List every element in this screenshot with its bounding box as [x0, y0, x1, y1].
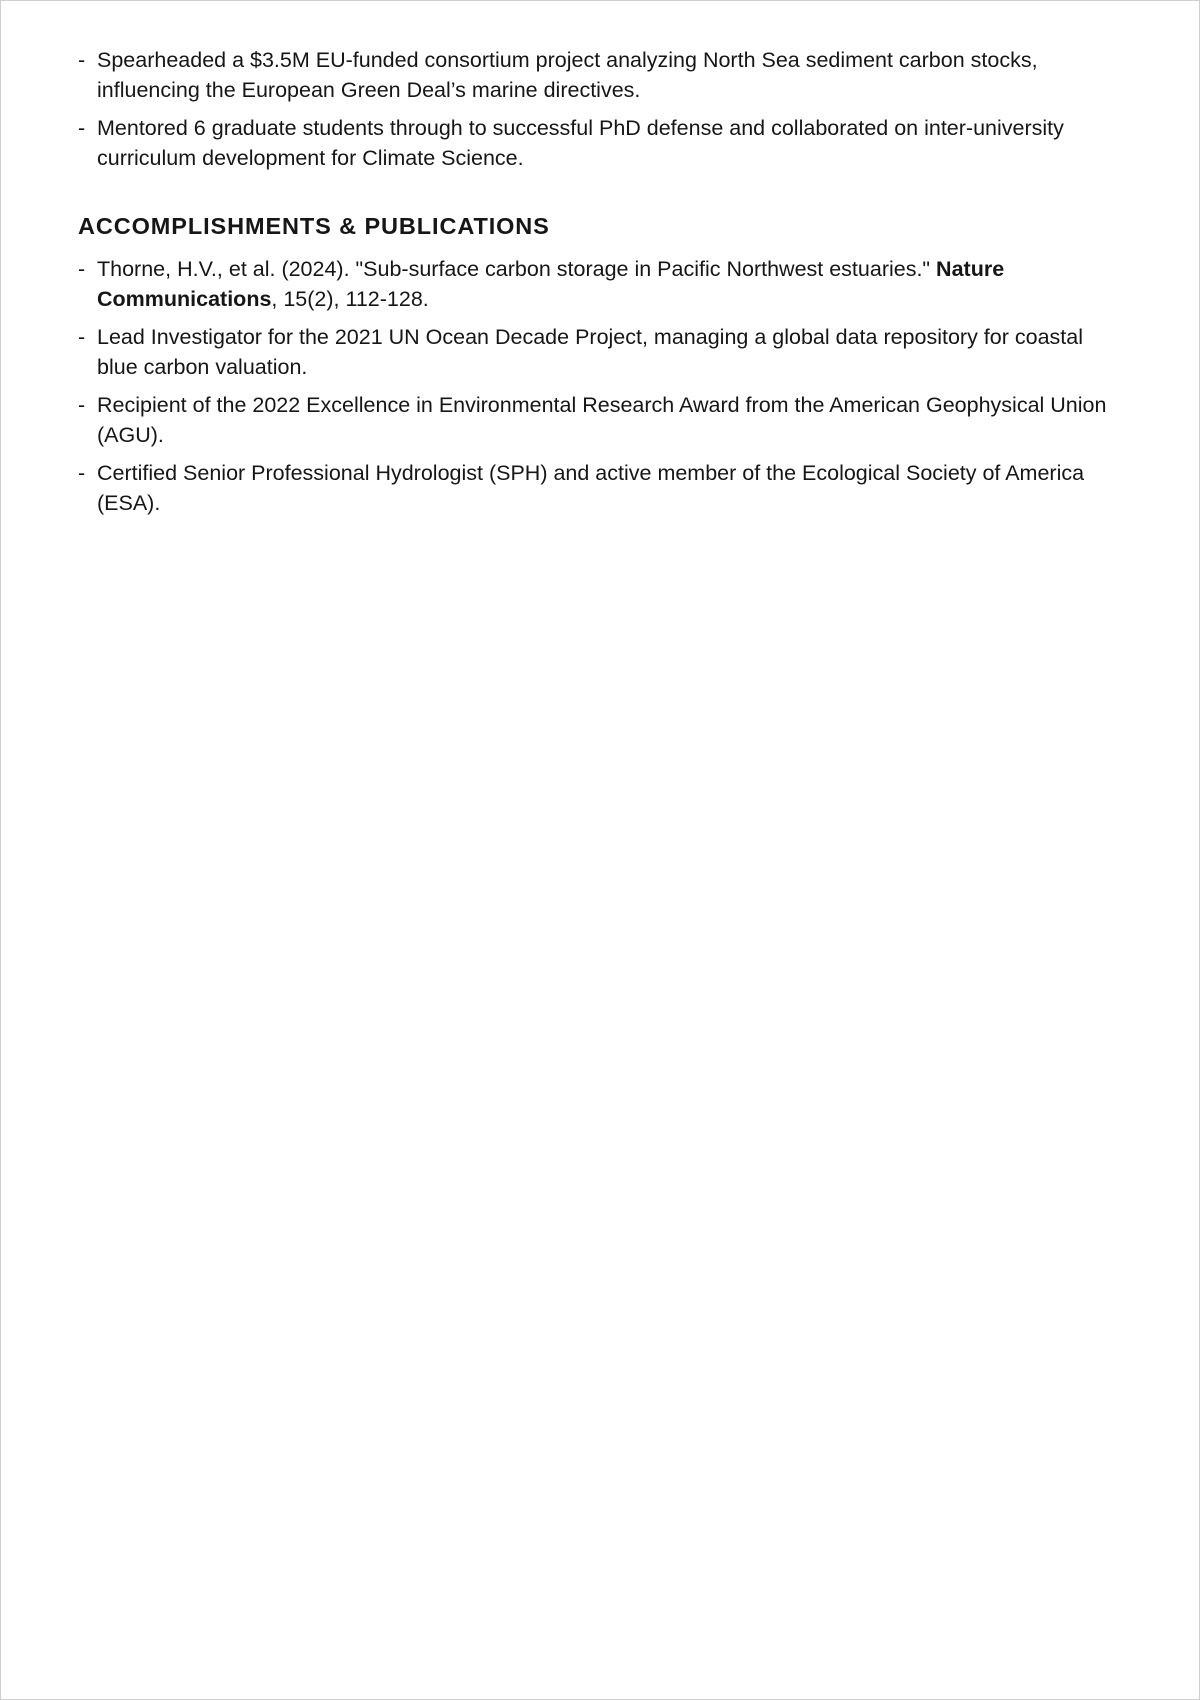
bullet-dash: -: [78, 48, 86, 72]
bullet-dash: -: [78, 393, 86, 417]
bullet-dash: -: [78, 257, 86, 281]
bullet-text: Spearheaded a $3.5M EU-funded consortium project analyzing North Sea sediment carbon stocks, influencing the European Green Deal’s marine directives.: [97, 48, 1038, 102]
publication-suffix: , 15(2), 112-128.: [271, 287, 429, 311]
section-heading-accomplishments: ACCOMPLISHMENTS & PUBLICATIONS: [78, 213, 550, 239]
experience-bullet-list: [78, 45, 1126, 173]
bullet-dash: -: [78, 461, 86, 485]
bullet-text: Mentored 6 graduate students through to successful PhD defense and collaborated on inter-university curriculum development for Climate Science.: [97, 116, 1064, 170]
bullet-dash: -: [78, 116, 86, 140]
publication-prefix: Thorne, H.V., et al. (2024). "Sub-surface carbon storage in Pacific Northwest estuaries.": [97, 257, 937, 281]
accomplishments-bullet-list: [78, 254, 1126, 518]
bullet-text: Lead Investigator for the 2021 UN Ocean Decade Project, managing a global data repository for coastal blue carbon valuation.: [97, 325, 1083, 379]
list-item: [78, 45, 1126, 105]
list-item: [78, 322, 1126, 382]
list-item: [78, 113, 1126, 173]
journal-name: Nature Communications: [97, 257, 1005, 311]
bullet-text: Certified Senior Professional Hydrologist (SPH) and active member of the Ecological Society of America (ESA).: [97, 461, 1085, 515]
bullet-dash: -: [78, 325, 86, 349]
resume-content: [78, 45, 1126, 526]
list-item: [78, 458, 1126, 518]
list-item: [78, 390, 1126, 450]
publication-item: [78, 254, 1126, 314]
bullet-text: Recipient of the 2022 Excellence in Environmental Research Award from the American Geophysical Union (AGU).: [97, 393, 1107, 447]
